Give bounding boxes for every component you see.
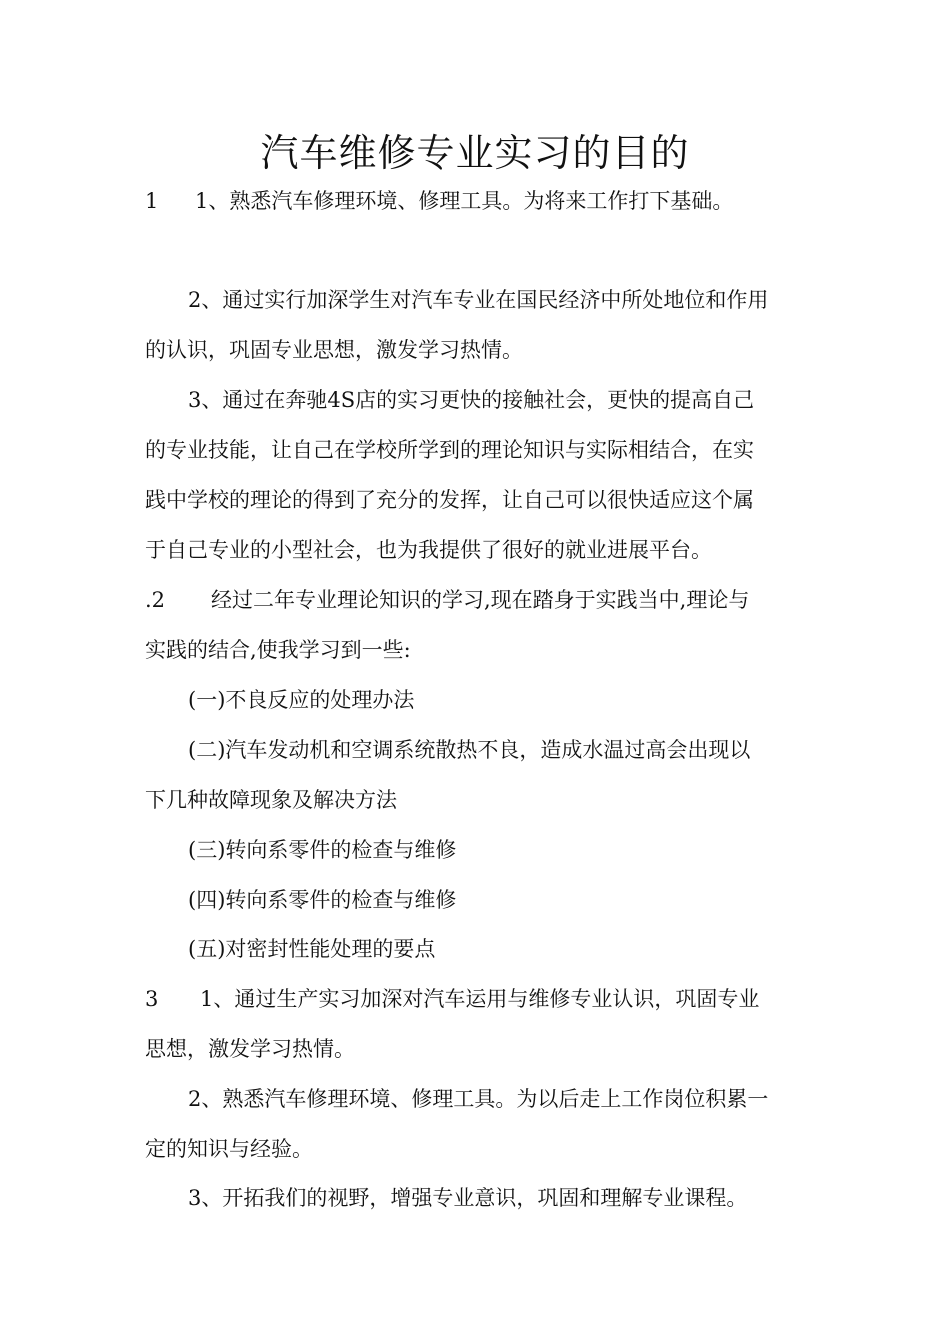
paragraph-line: 下几种故障现象及解决方法 <box>145 788 397 812</box>
line-text: 1、熟悉汽车修理环境、修理工具。为将来工作打下基础。 <box>195 189 734 213</box>
list-item: (一)不良反应的处理办法 <box>188 688 415 712</box>
paragraph-line: 的专业技能，让自己在学校所学到的理论知识与实际相结合，在实 <box>145 438 754 462</box>
paragraph-line <box>145 586 749 614</box>
line-text: 经过二年专业理论知识的学习,现在踏身于实践当中,理论与 <box>211 588 750 612</box>
paragraph-line <box>145 187 733 215</box>
paragraph-line: 思想，激发学习热情。 <box>145 1037 355 1061</box>
paragraph-line <box>145 985 759 1013</box>
paragraph-line: 践中学校的理论的得到了充分的发挥，让自己可以很快适应这个属 <box>145 488 754 512</box>
paragraph-line: 2、通过实行加深学生对汽车专业在国民经济中所处地位和作用 <box>188 288 769 312</box>
line-text: 1、通过生产实习加深对汽车运用与维修专业认识，巩固专业 <box>200 987 760 1011</box>
list-item: (三)转向系零件的检查与维修 <box>188 838 457 862</box>
document-title: 汽车维修专业实习的目的 <box>260 131 690 175</box>
section-number: 3 <box>145 987 159 1011</box>
paragraph-line: 3、通过在奔驰4S店的实习更快的接触社会，更快的提高自己 <box>188 388 755 412</box>
paragraph-line: 的认识，巩固专业思想，激发学习热情。 <box>145 338 523 362</box>
section-number: .2 <box>145 588 166 612</box>
paragraph-line: 定的知识与经验。 <box>145 1137 313 1161</box>
list-item: (二)汽车发动机和空调系统散热不良，造成水温过高会出现以 <box>188 738 751 762</box>
section-number: 1 <box>145 189 159 213</box>
list-item: (五)对密封性能处理的要点 <box>188 937 436 961</box>
paragraph-line: 于自己专业的小型社会，也为我提供了很好的就业进展平台。 <box>145 538 712 562</box>
paragraph-line: 2、熟悉汽车修理环境、修理工具。为以后走上工作岗位积累一 <box>188 1087 769 1111</box>
paragraph-line: 实践的结合,使我学习到一些: <box>145 638 411 662</box>
paragraph-line: 3、开拓我们的视野，增强专业意识，巩固和理解专业课程。 <box>188 1186 748 1210</box>
list-item: (四)转向系零件的检查与维修 <box>188 888 457 912</box>
